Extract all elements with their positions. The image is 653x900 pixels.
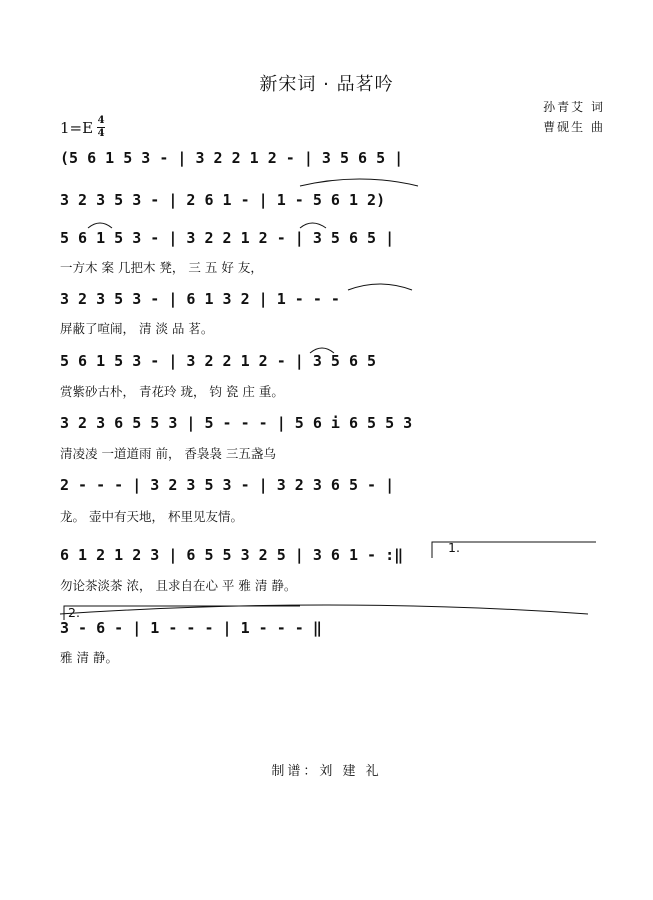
- notation-row-3: 5 6 1 5 3 - | 3 2 2 1 2 - | 3 5 6 5 |: [60, 229, 395, 247]
- lyric-rows: [60, 260, 296, 665]
- notation-row-1: (5 6 1 5 3 - | 3 2 2 1 2 - | 3 5 6 5 |: [60, 149, 404, 167]
- lyric-row-9: 雅 清 静。: [60, 650, 118, 665]
- composer-credit: 曹砚生 曲: [543, 120, 605, 134]
- slur-mark: [348, 284, 412, 290]
- notation-row-9: 3 - 6 - | 1 - - - | 1 - - - ‖: [60, 619, 322, 637]
- lyric-row-3: 一方木 案 几把木 凳， 三 五 好 友，: [60, 260, 263, 275]
- slur-mark: [300, 223, 326, 228]
- notation-row-5: 5 6 1 5 3 - | 3 2 2 1 2 - | 3 5 6 5: [60, 352, 377, 370]
- time-sig-bottom: 4: [97, 128, 105, 139]
- lyricist-credit: 孙青艾 词: [543, 100, 605, 114]
- lyric-row-7: 龙。 壶中有天地， 杯里见友情。: [60, 509, 243, 524]
- volta-first-label: 1.: [448, 540, 460, 555]
- notation-row-7: 2 - - - | 3 2 3 5 3 - | 3 2 3 6 5 - |: [60, 476, 395, 494]
- volta-second-label: 2.: [68, 605, 80, 620]
- lyric-row-8: 勿论茶淡茶 浓， 且求自在心 平 雅 清 静。: [60, 578, 297, 593]
- time-sig-top: 4: [97, 115, 105, 126]
- notation-row-2: 3 2 3 5 3 - | 2 6 1 - | 1 - 5 6 1 2): [60, 191, 386, 209]
- song-title: 新宋词 · 品茗吟: [259, 74, 394, 95]
- notation-row-8: 6 1 2 1 2 3 | 6 5 5 3 2 5 | 3 6 1 - :‖: [60, 546, 404, 564]
- tie-mark: [300, 179, 418, 186]
- lyric-row-4: 屏蔽了喧闹， 清 淡 品 茗。: [60, 321, 214, 336]
- lyric-row-5: 赏紫砂古朴， 青花玲 珑， 钧 瓷 庄 重。: [60, 384, 284, 399]
- notation-row-4: 3 2 3 5 3 - | 6 1 3 2 | 1 - - -: [60, 290, 340, 308]
- key-label: 1=E: [60, 118, 94, 137]
- transcriber-credit: 制谱：刘 建 礼: [271, 764, 382, 779]
- slur-mark: [88, 223, 112, 228]
- lyric-row-6: 清凌凌 一道道雨 前， 香袅袅 三五盏乌: [60, 446, 276, 461]
- notation-row-6: 3 2 3 6 5 5 3 | 5 - - - | 5 6 i 6 5 5 3: [60, 414, 413, 432]
